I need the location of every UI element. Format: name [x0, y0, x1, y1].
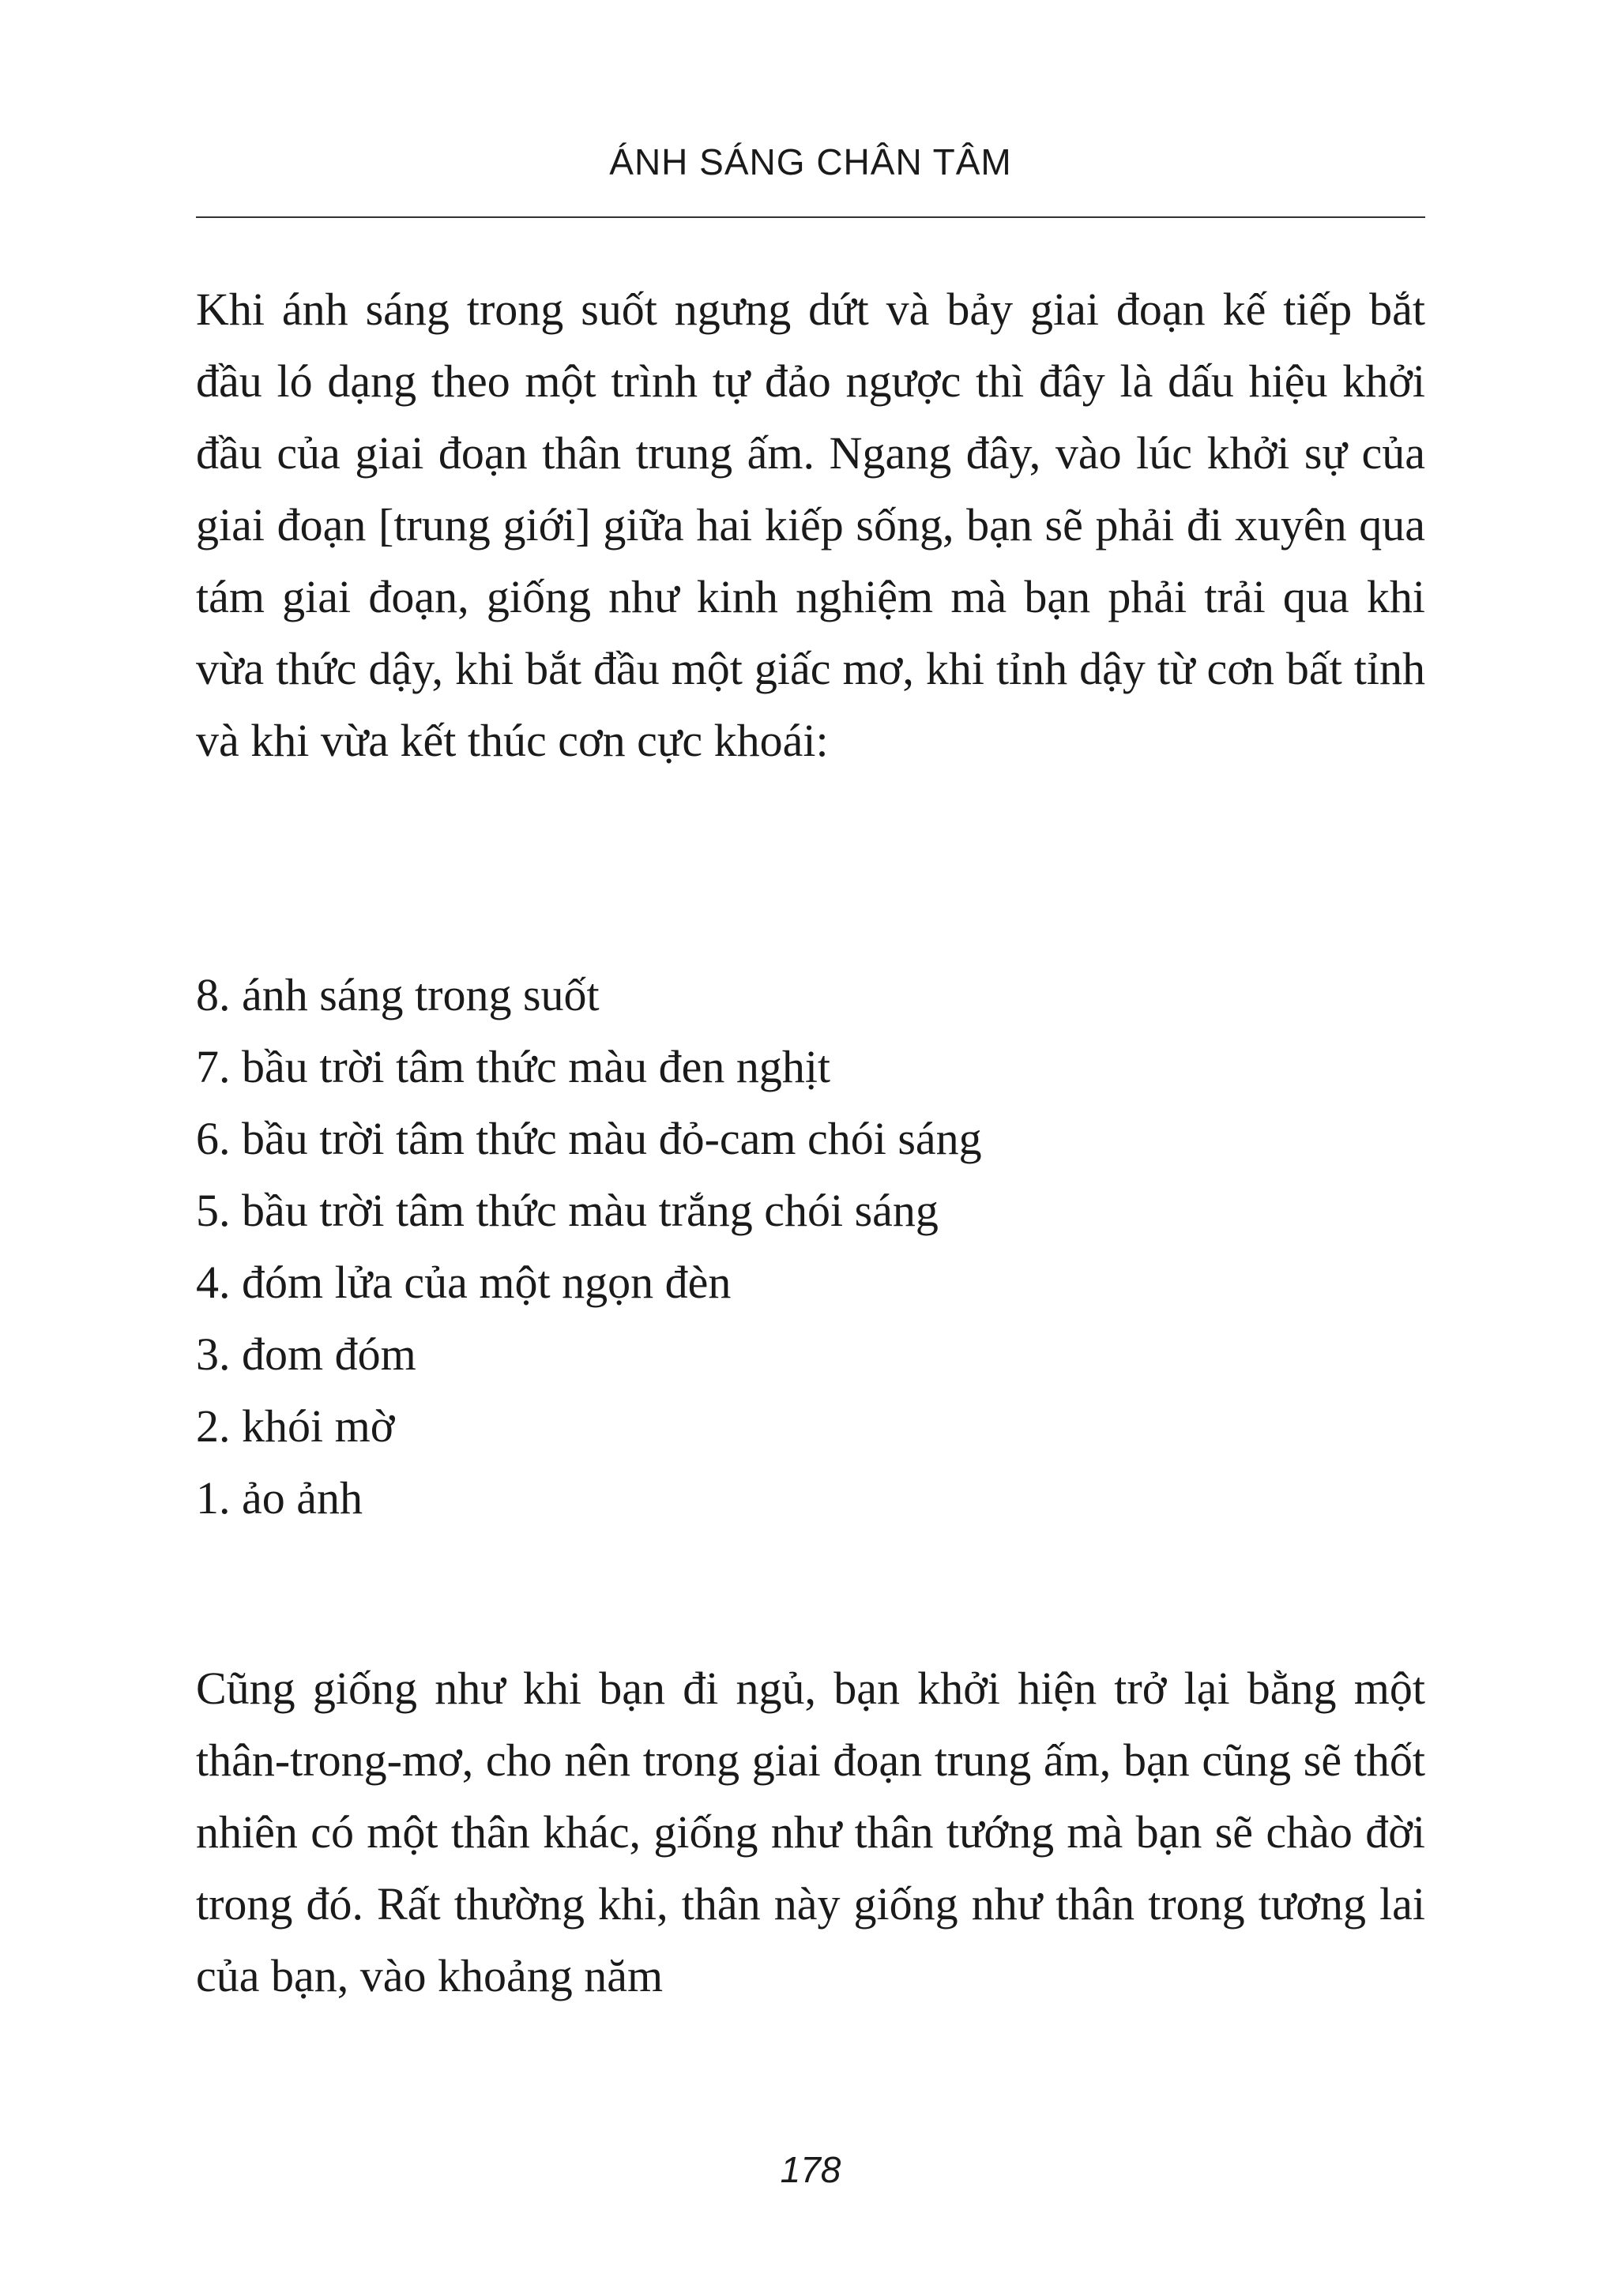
list-item: 6. bầu trời tâm thức màu đỏ-cam chói sáng	[196, 1113, 982, 1164]
paragraph-continuation: Cũng giống như khi bạn đi ngủ, bạn khởi hiện trở lại bằng một thân-trong-mơ, cho nên trong giai đoạn trung ấm, bạn cũng sẽ thốt nhiên có một thân khác, giống như thân tướng mà bạn sẽ chào đời trong đó. Rất thường khi, thân này giống như thân trong tương lai của bạn, vào khoảng năm	[196, 1663, 1425, 2001]
page-number: 178	[780, 2149, 841, 2190]
paragraph-intro: Khi ánh sáng trong suốt ngưng dứt và bảy giai đoạn kế tiếp bắt đầu ló dạng theo một trình tự đảo ngược thì đây là dấu hiệu khởi đầu của giai đoạn thân trung ấm. Ngang đây, vào lúc khởi sự của giai đoạn [trung giới] giữa hai kiếp sống, bạn sẽ phải đi xuyên qua tám giai đoạn, giống như kinh nghiệm mà bạn phải trải qua khi vừa thức dậy, khi bắt đầu một giấc mơ, khi tỉnh dậy từ cơn bất tỉnh và khi vừa kết thúc cơn cực khoái:	[196, 284, 1425, 766]
list-item: 5. bầu trời tâm thức màu trắng chói sáng	[196, 1185, 939, 1236]
list-item: 7. bầu trời tâm thức màu đen nghịt	[196, 1041, 831, 1092]
list-item: 3. đom đóm	[196, 1328, 416, 1380]
stage-list	[196, 959, 1425, 1534]
list-item: 2. khói mờ	[196, 1400, 395, 1452]
list-item: 1. ảo ảnh	[196, 1472, 363, 1524]
header-divider	[196, 216, 1425, 218]
list-item: 8. ánh sáng trong suốt	[196, 969, 600, 1020]
list-item: 4. đóm lửa của một ngọn đèn	[196, 1257, 732, 1308]
running-header: ÁNH SÁNG CHÂN TÂM	[609, 141, 1012, 182]
